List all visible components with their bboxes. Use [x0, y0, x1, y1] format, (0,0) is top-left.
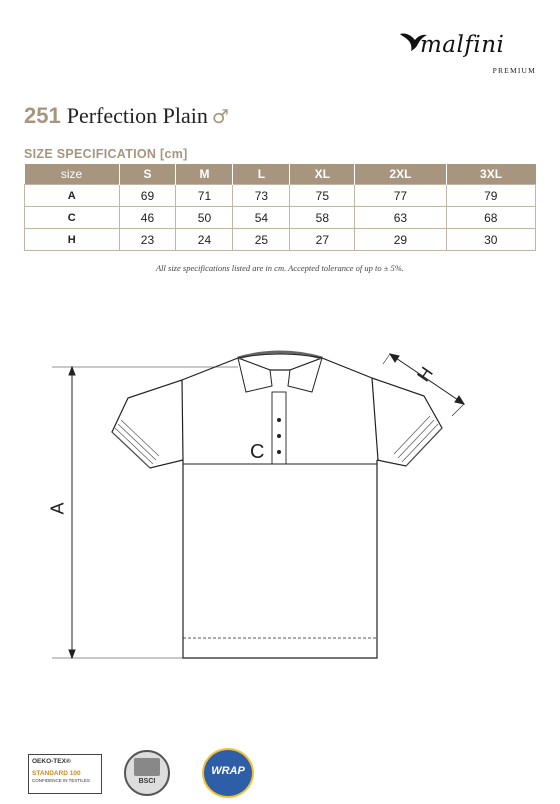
table-cell: 58: [290, 207, 355, 229]
header-size-label: size: [25, 164, 120, 185]
table-cell: 30: [446, 229, 535, 251]
shirt-outline: [183, 460, 377, 658]
table-cell: 46: [119, 207, 176, 229]
right-sleeve: [372, 378, 442, 466]
table-header-row: [25, 164, 536, 185]
left-sleeve: [112, 380, 183, 468]
table-cell: 24: [176, 229, 233, 251]
brand-logo: [398, 26, 540, 76]
product-name: Perfection Plain: [66, 103, 208, 128]
row-label: A: [25, 185, 120, 207]
tolerance-note: All size specifications listed are in cm. Accepted tolerance of up to ± 5%.: [155, 263, 405, 273]
polo-shirt-diagram: [40, 340, 480, 670]
table-cell: 71: [176, 185, 233, 207]
table-row: [25, 185, 536, 207]
label-c: C: [250, 441, 265, 463]
brand-name: malfini: [420, 32, 505, 58]
table-cell: 69: [119, 185, 176, 207]
table-cell: 79: [446, 185, 535, 207]
header-size: S: [119, 164, 176, 185]
collar: [238, 352, 322, 392]
buttons: [277, 418, 281, 454]
header-size: XL: [290, 164, 355, 185]
product-code: 251: [24, 103, 61, 128]
table-cell: 54: [233, 207, 290, 229]
header-size: L: [233, 164, 290, 185]
row-label: H: [25, 229, 120, 251]
table-row: [25, 229, 536, 251]
header-size: M: [176, 164, 233, 185]
row-label: C: [25, 207, 120, 229]
size-spec-heading: SIZE SPECIFICATION [cm]: [24, 147, 188, 161]
table-cell: 77: [355, 185, 446, 207]
label-a: A: [47, 502, 68, 515]
label-h: H: [413, 363, 438, 386]
male-symbol-icon: ♂: [211, 106, 229, 128]
table-cell: 27: [290, 229, 355, 251]
oeko-tex-badge: OEKO-TEX® STANDARD 100 CONFIDENCE IN TEXTILES: [28, 754, 102, 794]
table-cell: 75: [290, 185, 355, 207]
table-cell: 50: [176, 207, 233, 229]
header-size: 3XL: [446, 164, 535, 185]
wrap-badge: WRAP: [202, 748, 254, 798]
brand-tagline: PREMIUM: [492, 66, 536, 75]
table-row: [25, 207, 536, 229]
table-cell: 73: [233, 185, 290, 207]
table-cell: 68: [446, 207, 535, 229]
size-table: [24, 164, 536, 251]
header-size: 2XL: [355, 164, 446, 185]
table-cell: 23: [119, 229, 176, 251]
table-cell: 29: [355, 229, 446, 251]
product-title: [24, 103, 229, 129]
table-cell: 63: [355, 207, 446, 229]
table-cell: 25: [233, 229, 290, 251]
bsci-badge: BSCI: [124, 750, 170, 796]
